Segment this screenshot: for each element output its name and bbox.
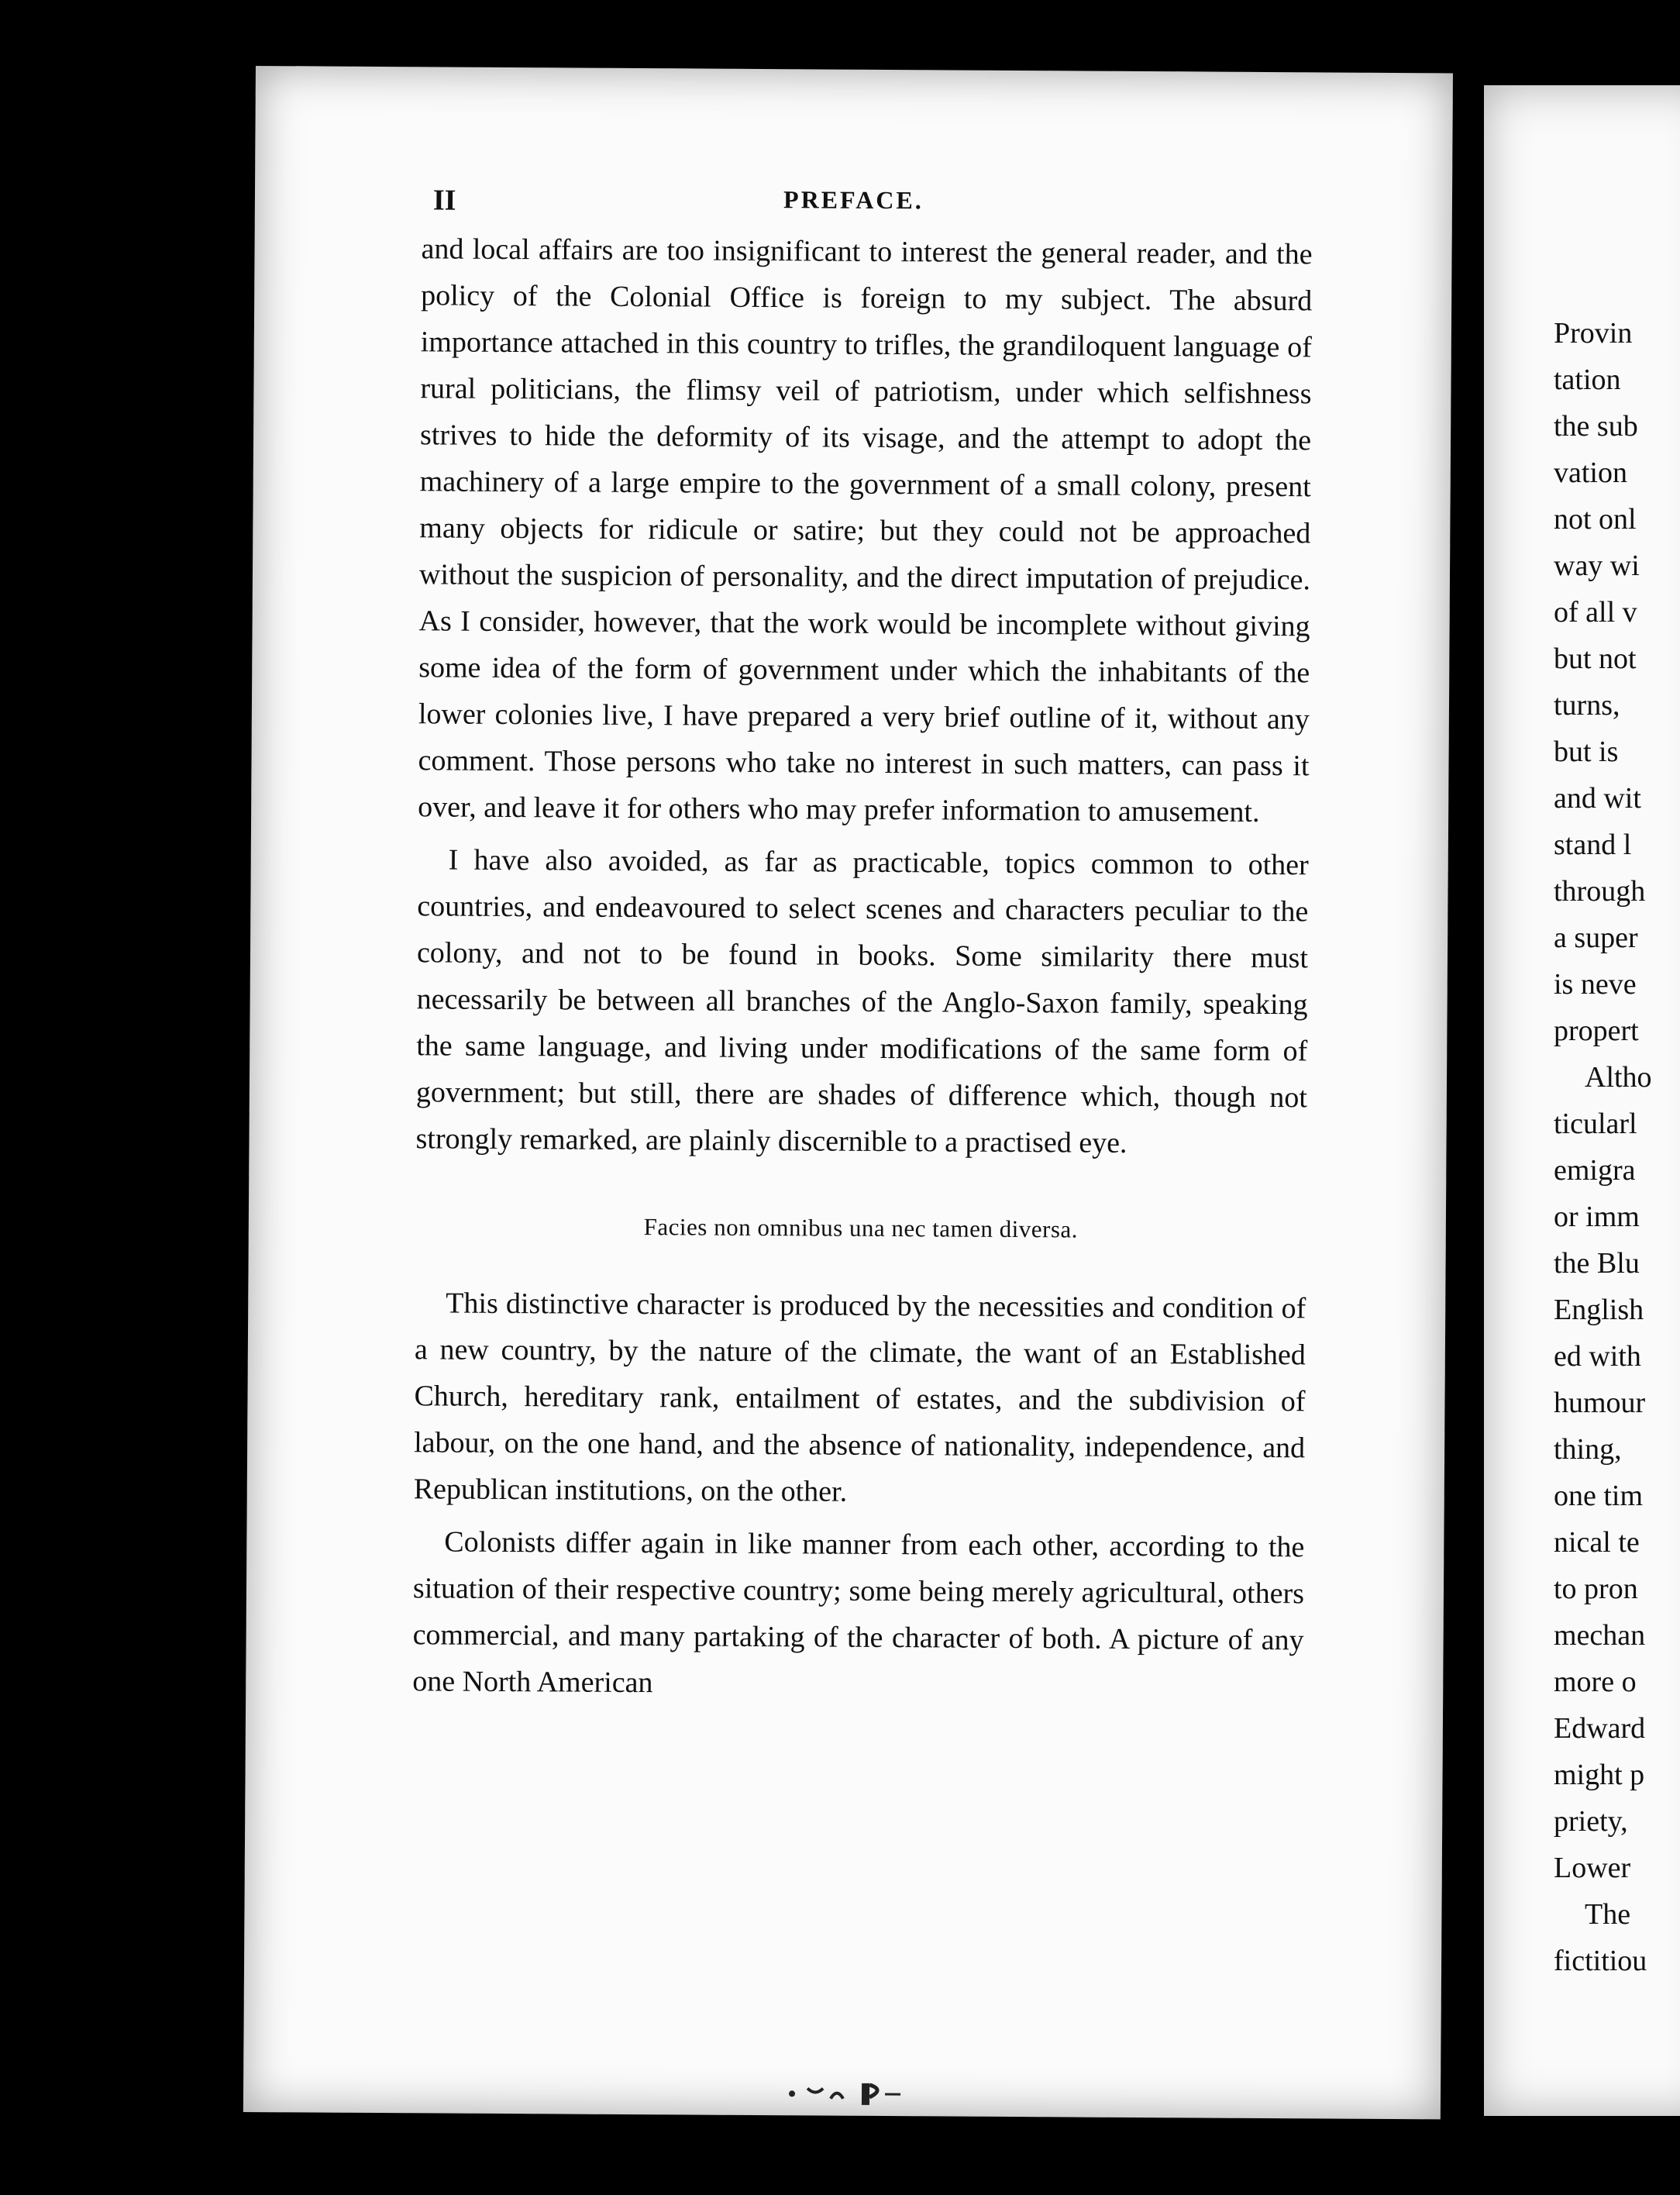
text-line: way wi (1554, 550, 1640, 582)
text-line: more o (1554, 1666, 1637, 1698)
right-page (1484, 85, 1680, 2116)
latin-motto: Facies non omnibus una nec tamen diversa. (643, 1213, 1079, 1243)
running-head-title: PREFACE. (783, 185, 924, 215)
text-line: a super (1554, 922, 1638, 954)
text-line: but is (1554, 736, 1619, 768)
left-page (243, 66, 1453, 2119)
text-line: English (1554, 1294, 1644, 1326)
text-line: thing, (1554, 1433, 1622, 1466)
text-line: stand l (1554, 829, 1632, 861)
printers-mark (243, 2073, 1441, 2117)
text-line: nical te (1554, 1526, 1640, 1559)
text-line: emigra (1554, 1154, 1636, 1187)
ornament-icon (776, 2076, 907, 2108)
page-number: II (432, 184, 456, 217)
text-line: vation (1554, 457, 1627, 489)
text-line: turns, (1554, 689, 1620, 722)
text-line: priety, (1554, 1805, 1628, 1838)
paragraph-4: Colonists differ again in like manner from each other, according to the situation of their respective country; some being merely agricultural, others commercial, and many partaking of the character of both. A picture of any one North American (412, 1525, 1305, 1700)
text-line: The (1585, 1898, 1631, 1931)
text-line: might p (1554, 1759, 1645, 1791)
right-page-text (1554, 310, 1652, 1984)
text-line: but not (1554, 643, 1637, 675)
body-text (412, 226, 1313, 1710)
text-line: is neve (1554, 968, 1637, 1001)
paragraph-1: and local affairs are too insignificant to interest the general reader, and the policy of the Colonial Office is foreign to my subject. The absurd importance attached in this country to trifles, the grandiloquent language of rural politicians, the flimsy veil of patriotism, under which selfishness strives to hide the deformity of its visage, and the attempt to adopt the machinery of a large empire to the government of a small colony, present many objects for ridicule or satire; but they could not be approached without the suspicion of personality, and the direct imputation of prejudice. As I consider, however, that the work would be incomplete without giving some idea of the form of government under which the inhabitants of the lower colonies live, I have prepared a very brief outline of it, without any comment. Those persons who take no interest in such matters, can pass it over, and leave it for others who may prefer information to amusement. (418, 233, 1313, 829)
text-line: fictitiou (1554, 1945, 1647, 1977)
text-line: Altho (1585, 1061, 1652, 1094)
text-line: Provin (1554, 317, 1633, 350)
text-line: humour (1554, 1387, 1646, 1419)
text-line: and wit (1554, 782, 1641, 815)
text-line: to pron (1554, 1573, 1638, 1605)
text-line: through (1554, 875, 1646, 908)
text-line: the Blu (1554, 1247, 1640, 1280)
text-line: ed with (1554, 1340, 1641, 1373)
text-line: one tim (1554, 1480, 1644, 1512)
paragraph-3: This distinctive character is produced by the necessities and condition of a new country, by the nature of the climate, the want of an Established Church, hereditary rank, entailment of estates, and the subdivision of labour, on the one hand, and the absence of nationality, independence, and Republican institutions, on the other. (413, 1287, 1306, 1508)
text-line: the sub (1554, 410, 1638, 443)
text-line: tation (1554, 364, 1621, 396)
text-line: Lower (1554, 1852, 1631, 1884)
text-line: not onl (1554, 503, 1637, 536)
paragraph-2: I have also avoided, as far as practicable, topics common to other countries, and endeavoured to select scenes and characters peculiar to the colony, and not to be found in books. Some similarity there must necessarily be between all branches of the Anglo-Saxon family, speaking the same language, and living under modifications of the same form of government; but still, there are shades of difference which, though not strongly remarked, are plainly discernible to a practised eye. (415, 843, 1309, 1160)
text-line: propert (1554, 1015, 1639, 1047)
text-line: Edward (1554, 1712, 1646, 1745)
text-line: ticularl (1554, 1108, 1637, 1140)
text-line: or imm (1554, 1201, 1640, 1233)
text-line: of all v (1554, 596, 1637, 629)
text-line: mechan (1554, 1619, 1646, 1652)
